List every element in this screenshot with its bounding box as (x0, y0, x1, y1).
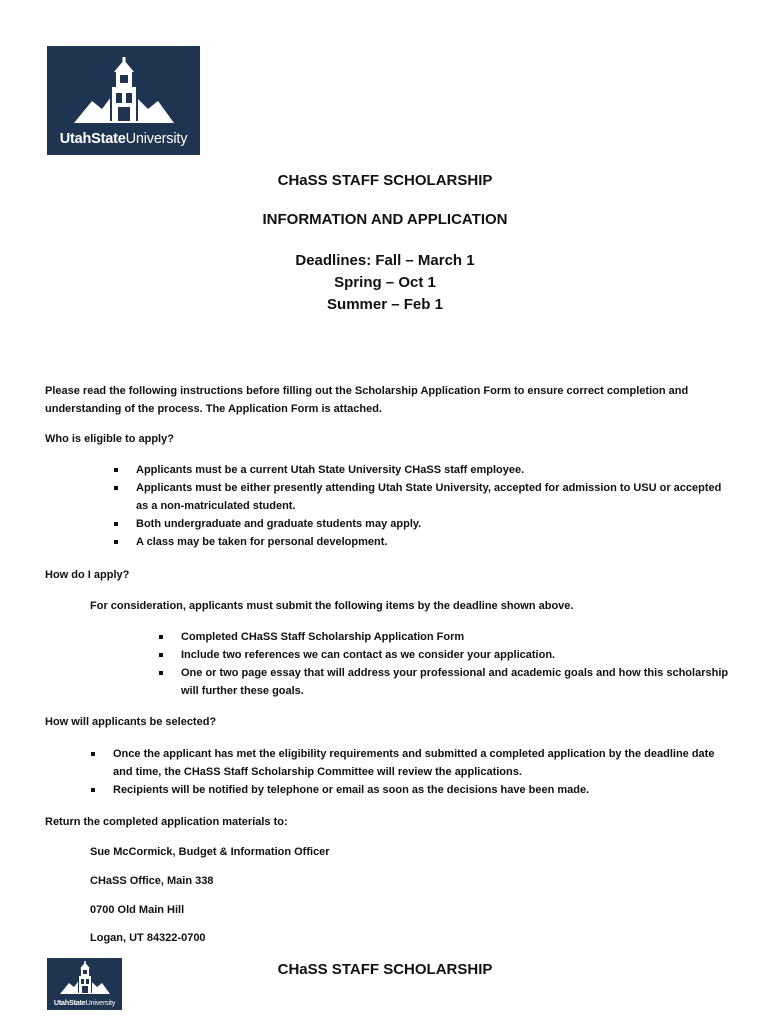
list-item: Recipients will be notified by telephone or email as soon as the decisions have been made. (113, 781, 733, 799)
logo-wordmark: UtahStateUniversity (53, 998, 116, 1007)
list-item: Both undergraduate and graduate students may apply. (136, 515, 736, 533)
list-item: Applicants must be a current Utah State University CHaSS staff employee. (136, 461, 736, 479)
list-item: Completed CHaSS Staff Scholarship Application Form (181, 628, 736, 646)
eligibility-list (136, 461, 736, 551)
footer-title: CHaSS STAFF SCHOLARSHIP (277, 961, 493, 978)
list-item: A class may be taken for personal development. (136, 533, 736, 551)
return-name: Sue McCormick, Budget & Information Officer (90, 846, 330, 858)
apply-heading: How do I apply? (45, 569, 130, 581)
return-street: 0700 Old Main Hill (90, 904, 185, 916)
document-subtitle: INFORMATION AND APPLICATION (262, 211, 508, 228)
return-city: Logan, UT 84322-0700 (90, 932, 206, 944)
selection-heading: How will applicants be selected? (45, 716, 217, 728)
list-item: Once the applicant has met the eligibility requirements and submitted a completed application by the deadline date and time, the CHaSS Staff Scholarship Committee will review the applications. (113, 745, 733, 781)
apply-list (181, 628, 736, 700)
list-item: Include two references we can contact as we consider your application. (181, 646, 736, 664)
deadline-summer: Summer – Feb 1 (327, 296, 443, 313)
apply-lead: For consideration, applicants must submit the following items by the deadline shown above. (90, 600, 574, 612)
return-heading: Return the completed application materials to: (45, 816, 288, 828)
selection-list (113, 745, 733, 799)
usu-logo (47, 46, 200, 155)
eligibility-heading: Who is eligible to apply? (45, 433, 174, 445)
logo-wordmark: UtahStateUniversity (59, 131, 188, 147)
deadline-spring: Spring – Oct 1 (334, 274, 436, 291)
deadline-fall: Deadlines: Fall – March 1 (295, 252, 475, 269)
list-item: Applicants must be either presently attending Utah State University, accepted for admission to USU or accepted as a non-matriculated student. (136, 479, 736, 515)
document-title: CHaSS STAFF SCHOLARSHIP (277, 172, 493, 189)
intro-paragraph: Please read the following instructions before filling out the Scholarship Application Form to ensure correct completion and understanding of the process. The Application Form is attached. (45, 385, 689, 415)
deadlines-block (0, 250, 770, 316)
old-main-tower-icon (74, 57, 174, 127)
list-item: One or two page essay that will address your professional and academic goals and how this scholarship will further these goals. (181, 664, 736, 700)
return-office: CHaSS Office, Main 338 (90, 875, 214, 887)
